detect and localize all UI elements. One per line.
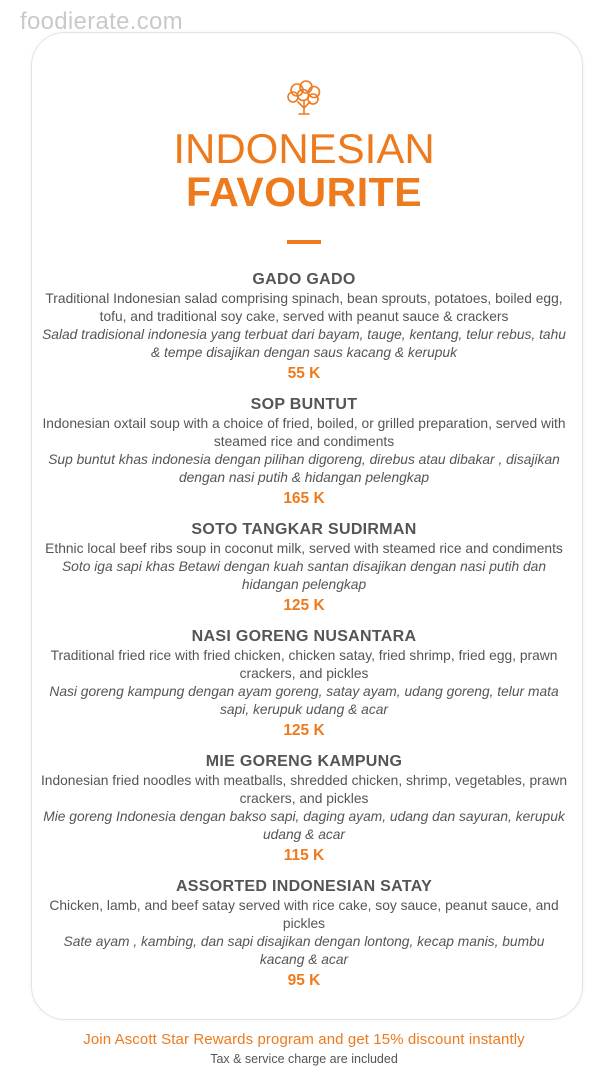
item-description-en: Indonesian fried noodles with meatballs, shredded chicken, shrimp, vegetables, prawn crackers, and pickles [40, 773, 568, 806]
menu-item [40, 520, 568, 616]
title-divider [287, 240, 321, 244]
menu-item [40, 752, 568, 866]
item-price: 125 K [283, 597, 325, 614]
item-name: NASI GORENG NUSANTARA [191, 628, 417, 645]
item-description-id: Sup buntut khas indonesia dengan pilihan digoreng, direbus atau dibakar , disajikan dengan nasi putih & hidangan pelengkap [48, 452, 560, 485]
item-description-en: Indonesian oxtail soup with a choice of fried, boiled, or grilled preparation, served with steamed rice and condiments [42, 416, 566, 449]
item-name: GADO GADO [252, 271, 356, 288]
title-line2: FAVOURITE [185, 169, 423, 215]
item-price: 95 K [287, 972, 321, 989]
item-price: 115 K [283, 847, 325, 864]
item-description-en: Traditional fried rice with fried chicken, chicken satay, fried shrimp, fried egg, prawn crackers, and pickles [50, 648, 558, 681]
item-description-id: Nasi goreng kampung dengan ayam goreng, satay ayam, udang goreng, telur mata sapi, kerupuk udang & acar [49, 684, 559, 717]
item-price: 55 K [287, 365, 321, 382]
tax-note: Tax & service charge are included [210, 1052, 398, 1066]
orange-tree-icon [284, 78, 324, 118]
item-name: ASSORTED INDONESIAN SATAY [175, 878, 433, 895]
item-description-en: Ethnic local beef ribs soup in coconut milk, served with steamed rice and condiments [45, 541, 563, 556]
item-description-id: Soto iga sapi khas Betawi dengan kuah santan disajikan dengan nasi putih dan hidangan pelengkap [61, 559, 546, 592]
watermark: foodierate.com [20, 8, 183, 35]
item-description-id: Mie goreng Indonesia dengan bakso sapi, daging ayam, udang dan sayuran, kerupuk udang & acar [43, 809, 565, 842]
menu-item [40, 395, 568, 509]
menu-list [40, 270, 568, 1002]
item-name: MIE GORENG KAMPUNG [205, 753, 403, 770]
menu-item [40, 877, 568, 991]
item-description-id: Salad tradisional indonesia yang terbuat dari bayam, tauge, kentang, telur rebus, tahu & tempe disajikan dengan saus kacang & kerupuk [42, 327, 566, 360]
item-description-en: Traditional Indonesian salad comprising spinach, bean sprouts, potatoes, boiled egg, tofu, and traditional soy cake, served with peanut sauce & crackers [45, 291, 563, 324]
item-price: 165 K [283, 490, 325, 507]
item-name: SOTO TANGKAR SUDIRMAN [191, 521, 417, 538]
menu-item [40, 627, 568, 741]
rewards-promo: Join Ascott Star Rewards program and get 15% discount instantly [83, 1031, 525, 1048]
item-description-id: Sate ayam , kambing, dan sapi disajikan dengan lontong, kecap manis, bumbu kacang & acar [63, 934, 545, 967]
title-line1: INDONESIAN [173, 125, 435, 172]
item-name: SOP BUNTUT [250, 396, 358, 413]
item-price: 125 K [283, 722, 325, 739]
item-description-en: Chicken, lamb, and beef satay served with rice cake, soy sauce, peanut sauce, and pickles [49, 898, 559, 931]
menu-item [40, 270, 568, 384]
